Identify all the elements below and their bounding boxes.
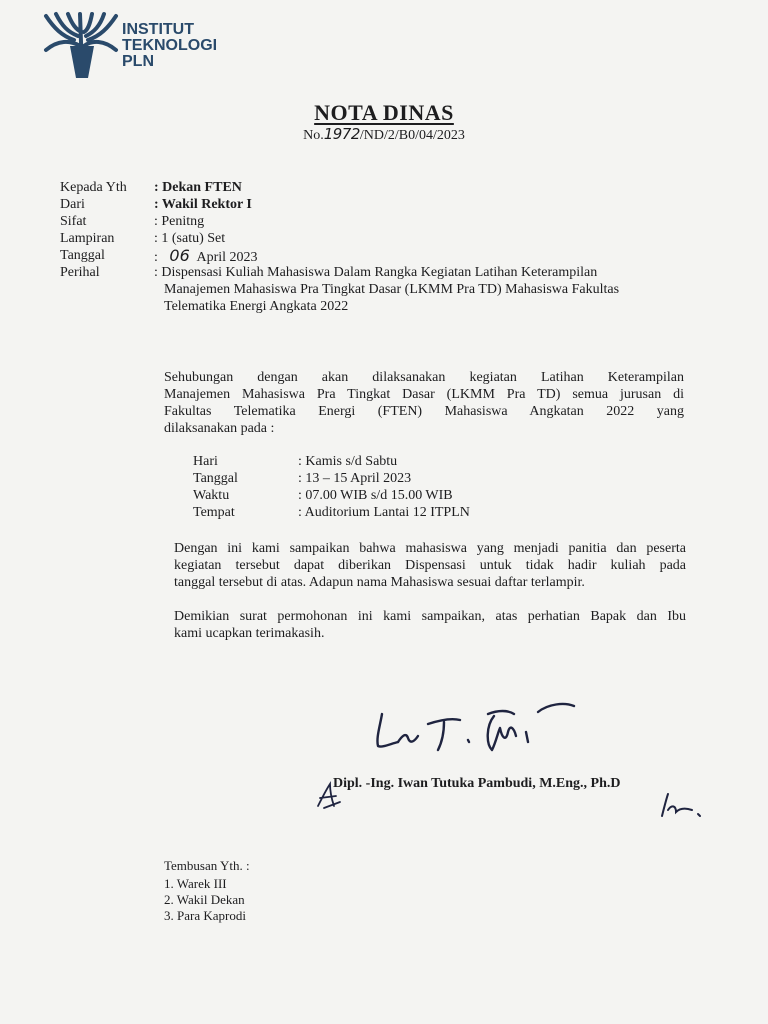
signature-scribble-icon — [368, 692, 588, 762]
paragraph-1-line-4: dilaksanakan pada : — [164, 421, 275, 436]
header-value-perihal: : Dispensasi Kuliah Mahasiswa Dalam Rangka Kegiatan Latihan Keterampilan — [154, 265, 598, 280]
paragraph-1-line-1: Sehubungan dengan akan dilaksanakan kegiatan Latihan Keterampilan — [164, 370, 684, 385]
document-number — [0, 125, 768, 144]
header-value-lampiran: : 1 (satu) Set — [154, 231, 226, 246]
header-value-sifat: : Penitng — [154, 214, 205, 229]
detail-label-tempat: Tempat — [193, 505, 235, 520]
tanggal-handwritten-day: 06 — [169, 246, 190, 265]
perihal-line-2: Manajemen Mahasiswa Pra Tingkat Dasar (LKMM Pra TD) Mahasiswa Fakultas — [164, 282, 620, 297]
header-label-kepada: Kepada Yth — [60, 180, 127, 195]
perihal-line-3: Telematika Energi Angkata 2022 — [164, 299, 349, 314]
tanggal-colon: : — [154, 250, 158, 265]
itpln-logo-icon — [40, 10, 124, 82]
paragraph-1-line-3: Fakultas Telematika Energi (FTEN) Mahasiswa Angkatan 2022 yang — [164, 404, 684, 419]
detail-label-tanggal: Tanggal — [193, 471, 238, 486]
logo-text-line3: PLN — [122, 53, 154, 70]
cc-title: Tembusan Yth. : — [164, 858, 250, 873]
number-suffix: /ND/2/B0/04/2023 — [359, 128, 465, 143]
header-label-lampiran: Lampiran — [60, 231, 115, 246]
detail-label-waktu: Waktu — [193, 488, 230, 503]
number-prefix: No. — [303, 128, 324, 143]
paragraph-2-line-2: kegiatan tersebut dapat diberikan Dispensasi untuk tidak hadir kuliah pada — [174, 558, 686, 573]
paragraph-2-line-1: Dengan ini kami sampaikan bahwa mahasiswa yang menjadi panitia dan peserta — [174, 541, 686, 556]
paragraph-2-line-3: tanggal tersebut di atas. Adapun nama Mahasiswa sesuai daftar terlampir. — [174, 575, 585, 590]
header-label-sifat: Sifat — [60, 214, 87, 229]
detail-value-tanggal: : 13 – 15 April 2023 — [298, 471, 412, 486]
paragraph-3-line-2: kami ucapkan terimakasih. — [174, 626, 325, 641]
logo-text-line1: INSTITUT — [122, 21, 194, 38]
paragraph-3-line-1: Demikian surat permohonan ini kami sampaikan, atas perhatian Bapak dan Ibu — [174, 609, 686, 624]
cc-item: 1. Warek III — [164, 876, 227, 891]
header-value-tanggal — [154, 248, 694, 266]
header-label-tanggal: Tanggal — [60, 248, 105, 263]
header-value-dari: : Wakil Rektor I — [154, 197, 252, 212]
document-title: NOTA DINAS — [314, 100, 454, 125]
detail-value-hari: : Kamis s/d Sabtu — [298, 454, 398, 469]
detail-value-waktu: : 07.00 WIB s/d 15.00 WIB — [298, 488, 453, 503]
tanggal-month-year: April 2023 — [196, 250, 258, 265]
header-label-dari: Dari — [60, 197, 85, 212]
cc-item: 2. Wakil Dekan — [164, 892, 245, 907]
detail-label-hari: Hari — [193, 454, 218, 469]
logo-text-line2: TEKNOLOGI — [122, 37, 218, 54]
initial-paraf-icon — [652, 790, 712, 820]
header-value-kepada: : Dekan FTEN — [154, 180, 242, 195]
detail-value-tempat: : Auditorium Lantai 12 ITPLN — [298, 505, 470, 520]
header-label-perihal: Perihal — [60, 265, 100, 280]
cc-item: 3. Para Kaprodi — [164, 908, 246, 923]
institution-logo — [40, 10, 240, 82]
number-handwritten: 1972 — [323, 125, 360, 143]
paragraph-1-line-2: Manajemen Mahasiswa Pra Tingkat Dasar (LKMM Pra TD) semua jurusan di — [164, 387, 684, 402]
signer-name: Dipl. -Ing. Iwan Tutuka Pambudi, M.Eng., Ph.D — [333, 776, 621, 791]
